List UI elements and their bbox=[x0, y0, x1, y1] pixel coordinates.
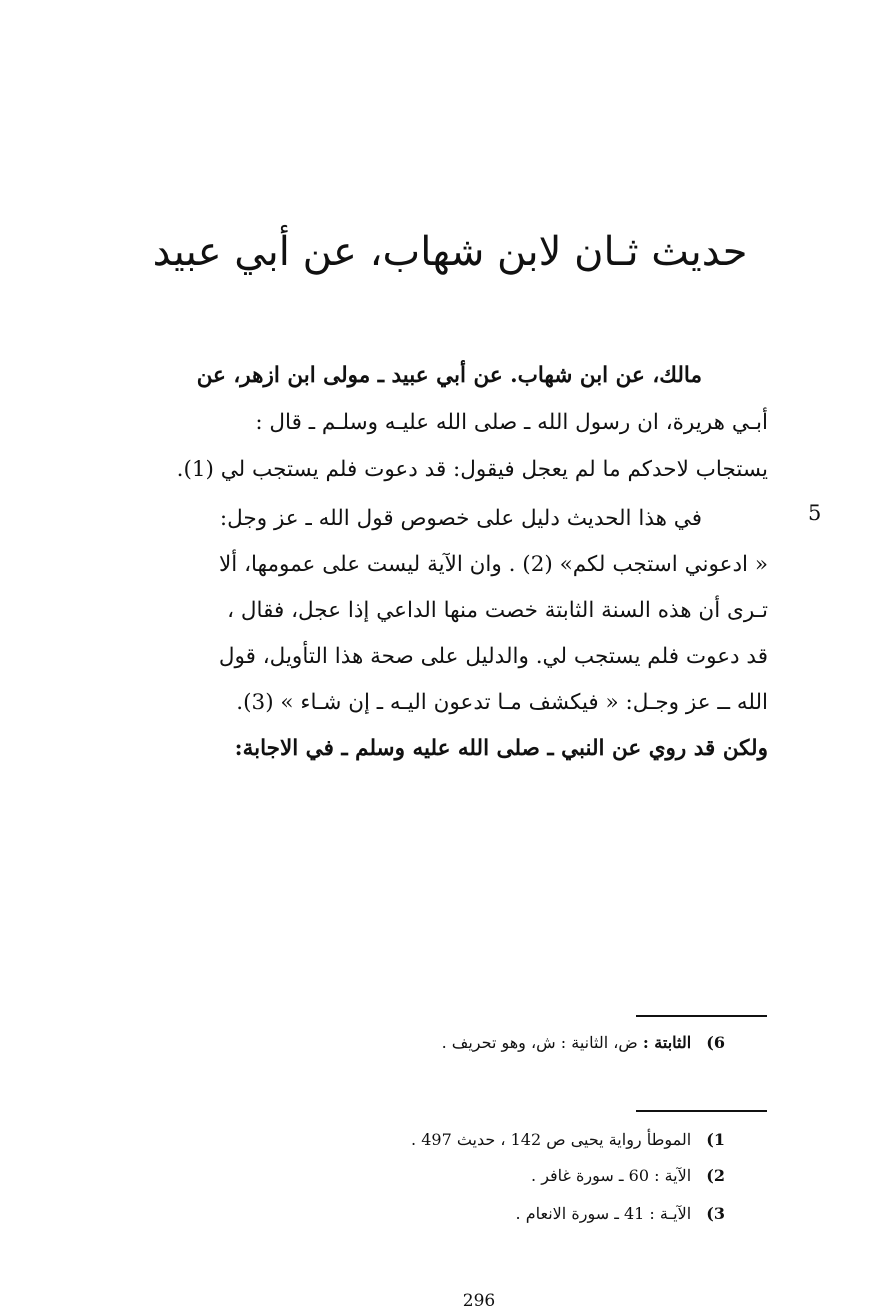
footnote-text: الآية : 60 ـ سورة غافر . bbox=[531, 1166, 692, 1185]
variant-note-number: 6) bbox=[706, 1033, 725, 1052]
margin-line-number: 5 bbox=[808, 501, 822, 525]
footnote bbox=[265, 1202, 725, 1226]
text-line: أبـي هريرة، ان رسول الله ـ صلى الله عليـه وسلـم ـ قال : bbox=[255, 410, 768, 435]
text-line: ولكن قد روي عن النبي ـ صلى الله عليه وسلم ـ في الاجابة: bbox=[234, 736, 768, 761]
text-line: يستجاب لاحدكم ما لم يعجل فيقول: قد دعوت فلم يستجب لي (1). bbox=[176, 457, 768, 482]
text-line: الله ــ عز وجـل: « فيكشف مـا تدعون اليـه ـ إن شـاء » (3). bbox=[236, 690, 768, 715]
footnote bbox=[265, 1164, 725, 1188]
page-title: حديث ثـان لابن شهاب، عن أبي عبيد bbox=[152, 229, 748, 275]
text-line: « ادعوني استجب لكم» (2) . وان الآية ليست على عمومها، ألا bbox=[219, 552, 768, 577]
footnote-text: الآيـة : 41 ـ سورة الانعام . bbox=[515, 1204, 692, 1223]
text-line: قد دعوت فلم يستجب لي. والدليل على صحة هذا التأويل، قول bbox=[218, 644, 768, 669]
paragraph-commentary bbox=[136, 496, 768, 772]
variant-note bbox=[265, 1031, 725, 1055]
footnote-text: الموطأ رواية يحيى ص 142 ، حديث 497 . bbox=[411, 1130, 692, 1149]
page-number: 296 bbox=[462, 1291, 496, 1311]
footnote-number: 3) bbox=[706, 1204, 725, 1223]
text-line: تـرى أن هذه السنة الثابتة خصت منها الداعي إذا عجل، فقال ، bbox=[227, 598, 768, 623]
footnote-divider-sources bbox=[636, 1110, 767, 1112]
text-line: مالك، عن ابن شهاب. عن أبي عبيد ـ مولى ابن ازهر، عن bbox=[196, 363, 702, 388]
variant-note-label: الثابتة : bbox=[642, 1033, 692, 1052]
footnote-number: 1) bbox=[706, 1130, 725, 1149]
variant-note-text: ض، الثانية : ش، وهو تحريف . bbox=[441, 1033, 638, 1052]
text-line: في هذا الحديث دليل على خصوص قول الله ـ عز وجل: bbox=[219, 506, 702, 531]
footnote-divider-variants bbox=[636, 1015, 767, 1017]
paragraph-hadith bbox=[136, 352, 768, 493]
footnote bbox=[265, 1128, 725, 1152]
footnote-number: 2) bbox=[706, 1166, 725, 1185]
